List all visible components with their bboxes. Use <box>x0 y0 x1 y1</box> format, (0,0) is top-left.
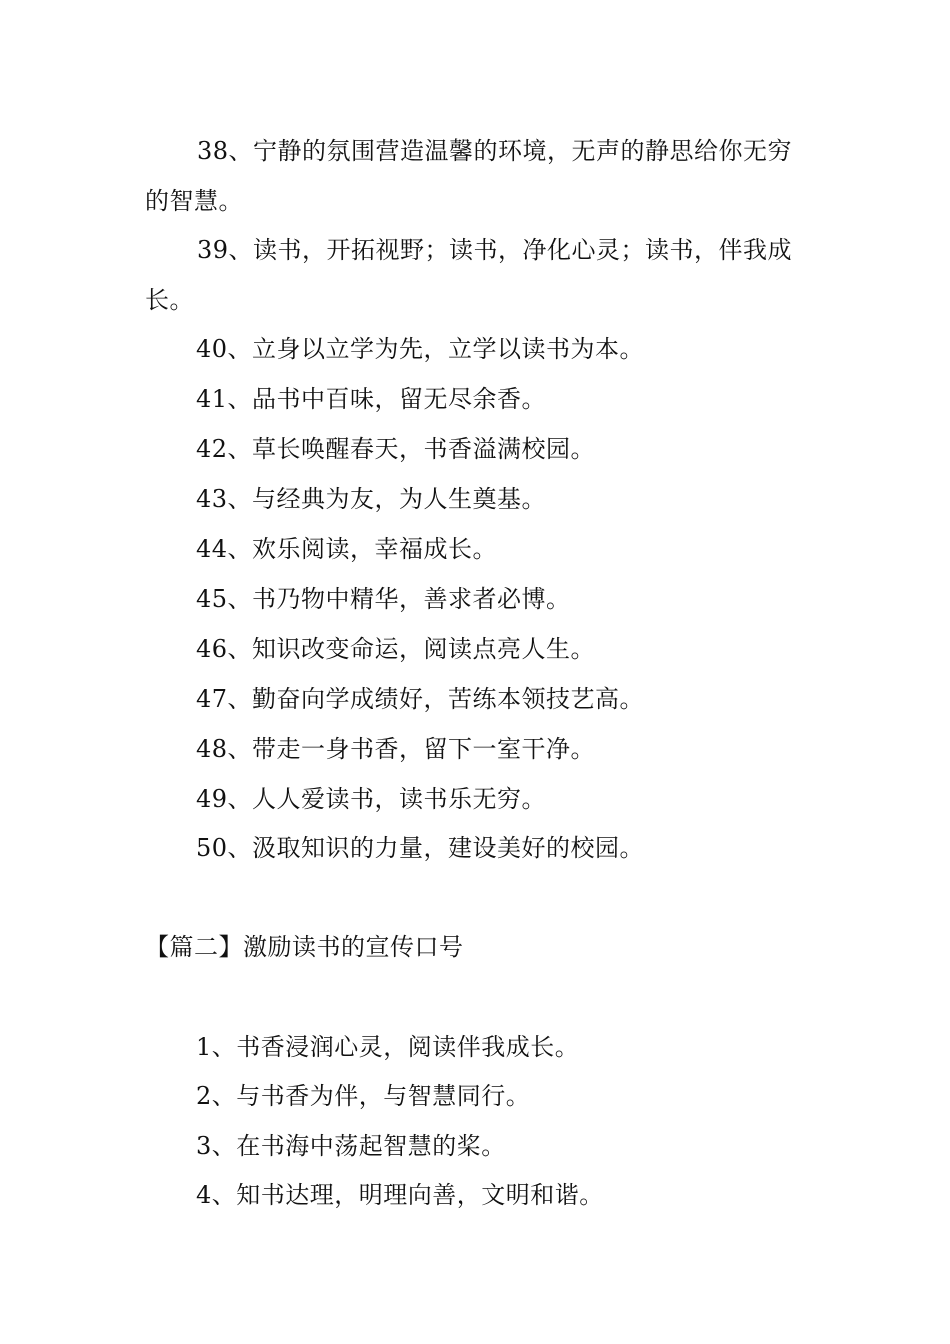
slogan-item-46: 46、知识改变命运，阅读点亮人生。 <box>196 635 596 663</box>
slogan-item-2: 2、与书香为伴，与智慧同行。 <box>196 1082 531 1110</box>
slogan-item-1: 1、书香浸润心灵，阅读伴我成长。 <box>196 1033 580 1061</box>
slogan-item-4: 4、知书达理，明理向善，文明和谐。 <box>196 1181 604 1209</box>
section-heading: 【篇二】激励读书的宣传口号 <box>145 933 464 961</box>
slogan-item-45: 45、书乃物中精华，善求者必博。 <box>196 585 571 613</box>
slogan-item-41: 41、品书中百味，留无尽余香。 <box>196 385 547 413</box>
slogan-item-42: 42、草长唤醒春天，书香溢满校园。 <box>196 435 596 463</box>
slogan-item-38: 38、宁静的氛围营造温馨的环境，无声的静思给你无穷的智慧。 <box>145 137 793 215</box>
slogan-item-44: 44、欢乐阅读，幸福成长。 <box>196 535 498 563</box>
slogan-item-50: 50、汲取知识的力量，建设美好的校园。 <box>196 834 645 862</box>
slogan-item-43: 43、与经典为友，为人生奠基。 <box>196 485 547 513</box>
slogan-item-48: 48、带走一身书香，留下一室干净。 <box>196 735 596 763</box>
slogan-item-39: 39、读书，开拓视野；读书，净化心灵；读书，伴我成长。 <box>145 236 793 314</box>
slogan-item-40: 40、立身以立学为先，立学以读书为本。 <box>196 335 645 363</box>
slogan-item-49: 49、人人爱读书，读书乐无穷。 <box>196 785 547 813</box>
slogan-item-47: 47、勤奋向学成绩好，苦练本领技艺高。 <box>196 685 645 713</box>
slogan-item-3: 3、在书海中荡起智慧的桨。 <box>196 1132 506 1160</box>
